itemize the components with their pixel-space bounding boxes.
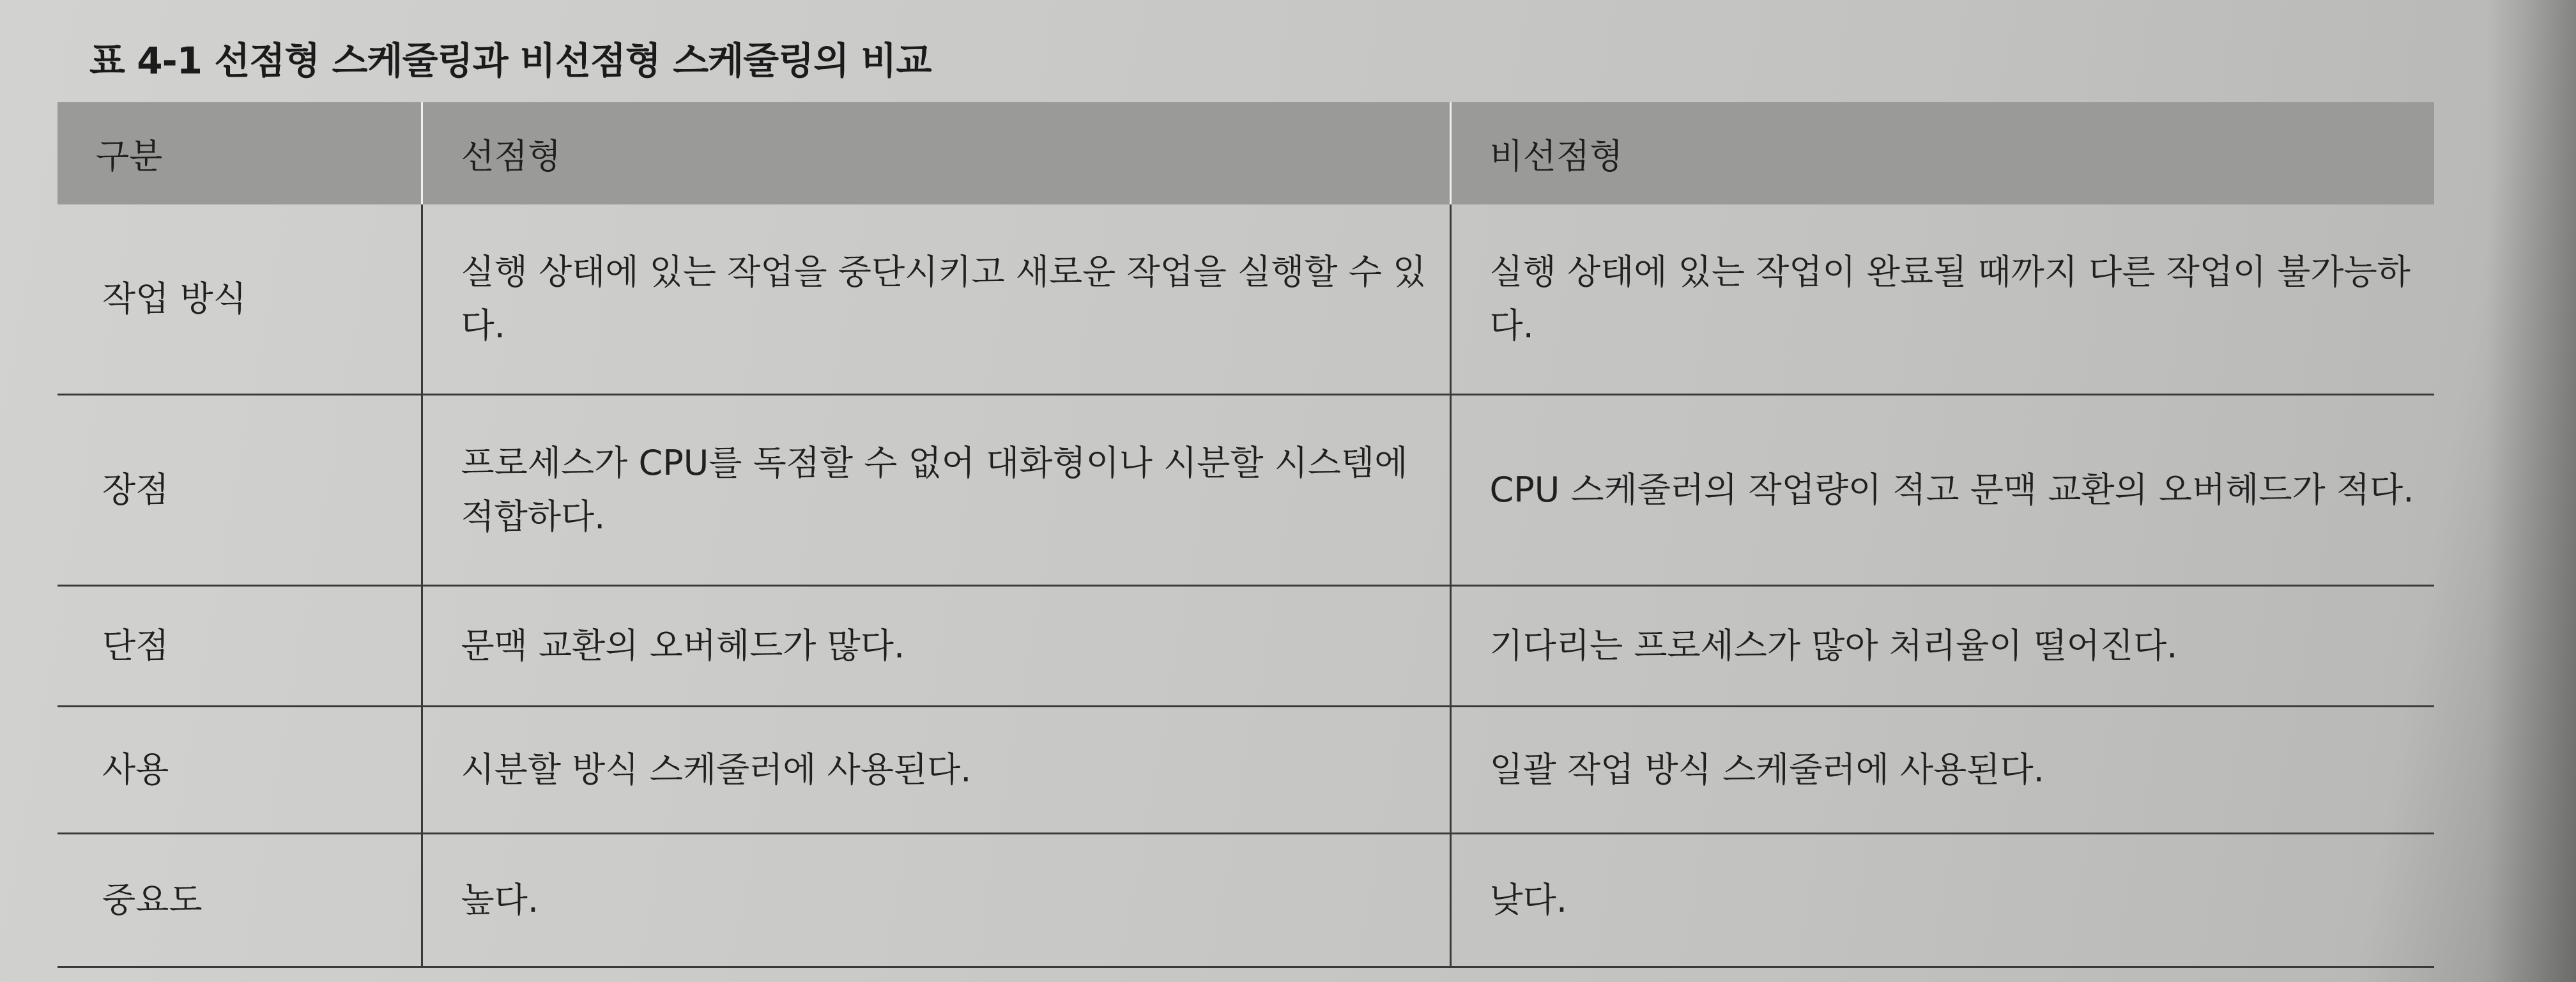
cell-non-preemptive: 실행 상태에 있는 작업이 완료될 때까지 다른 작업이 불가능하다. bbox=[1450, 204, 2434, 395]
page-edge-shadow bbox=[2487, 0, 2576, 982]
cell-preemptive: 높다. bbox=[422, 834, 1450, 967]
header-category: 구분 bbox=[57, 102, 422, 204]
cell-preemptive: 문맥 교환의 오버헤드가 많다. bbox=[422, 586, 1450, 707]
comparison-table-container bbox=[57, 102, 2434, 933]
table-row bbox=[57, 707, 2434, 834]
cell-non-preemptive: 낮다. bbox=[1450, 834, 2434, 967]
row-label: 사용 bbox=[57, 707, 422, 834]
header-non-preemptive: 비선점형 bbox=[1450, 102, 2434, 204]
table-row bbox=[57, 834, 2434, 967]
header-preemptive: 선점형 bbox=[422, 102, 1450, 204]
table-header-row bbox=[57, 102, 2434, 204]
cell-preemptive: 프로세스가 CPU를 독점할 수 없어 대화형이나 시분할 시스템에 적합하다. bbox=[422, 395, 1450, 586]
cell-non-preemptive: CPU 스케줄러의 작업량이 적고 문맥 교환의 오버헤드가 적다. bbox=[1450, 395, 2434, 586]
cell-non-preemptive: 기다리는 프로세스가 많아 처리율이 떨어진다. bbox=[1450, 586, 2434, 707]
comparison-table bbox=[57, 102, 2434, 968]
table-row bbox=[57, 204, 2434, 395]
row-label: 작업 방식 bbox=[57, 204, 422, 395]
cell-preemptive: 시분할 방식 스케줄러에 사용된다. bbox=[422, 707, 1450, 834]
row-label: 중요도 bbox=[57, 834, 422, 967]
cell-non-preemptive: 일괄 작업 방식 스케줄러에 사용된다. bbox=[1450, 707, 2434, 834]
row-label: 단점 bbox=[57, 586, 422, 707]
cell-preemptive: 실행 상태에 있는 작업을 중단시키고 새로운 작업을 실행할 수 있다. bbox=[422, 204, 1450, 395]
table-caption: 표 4-1 선점형 스케줄링과 비선점형 스케줄링의 비교 bbox=[89, 39, 931, 82]
table-row bbox=[57, 586, 2434, 707]
table-row bbox=[57, 395, 2434, 586]
row-label: 장점 bbox=[57, 395, 422, 586]
